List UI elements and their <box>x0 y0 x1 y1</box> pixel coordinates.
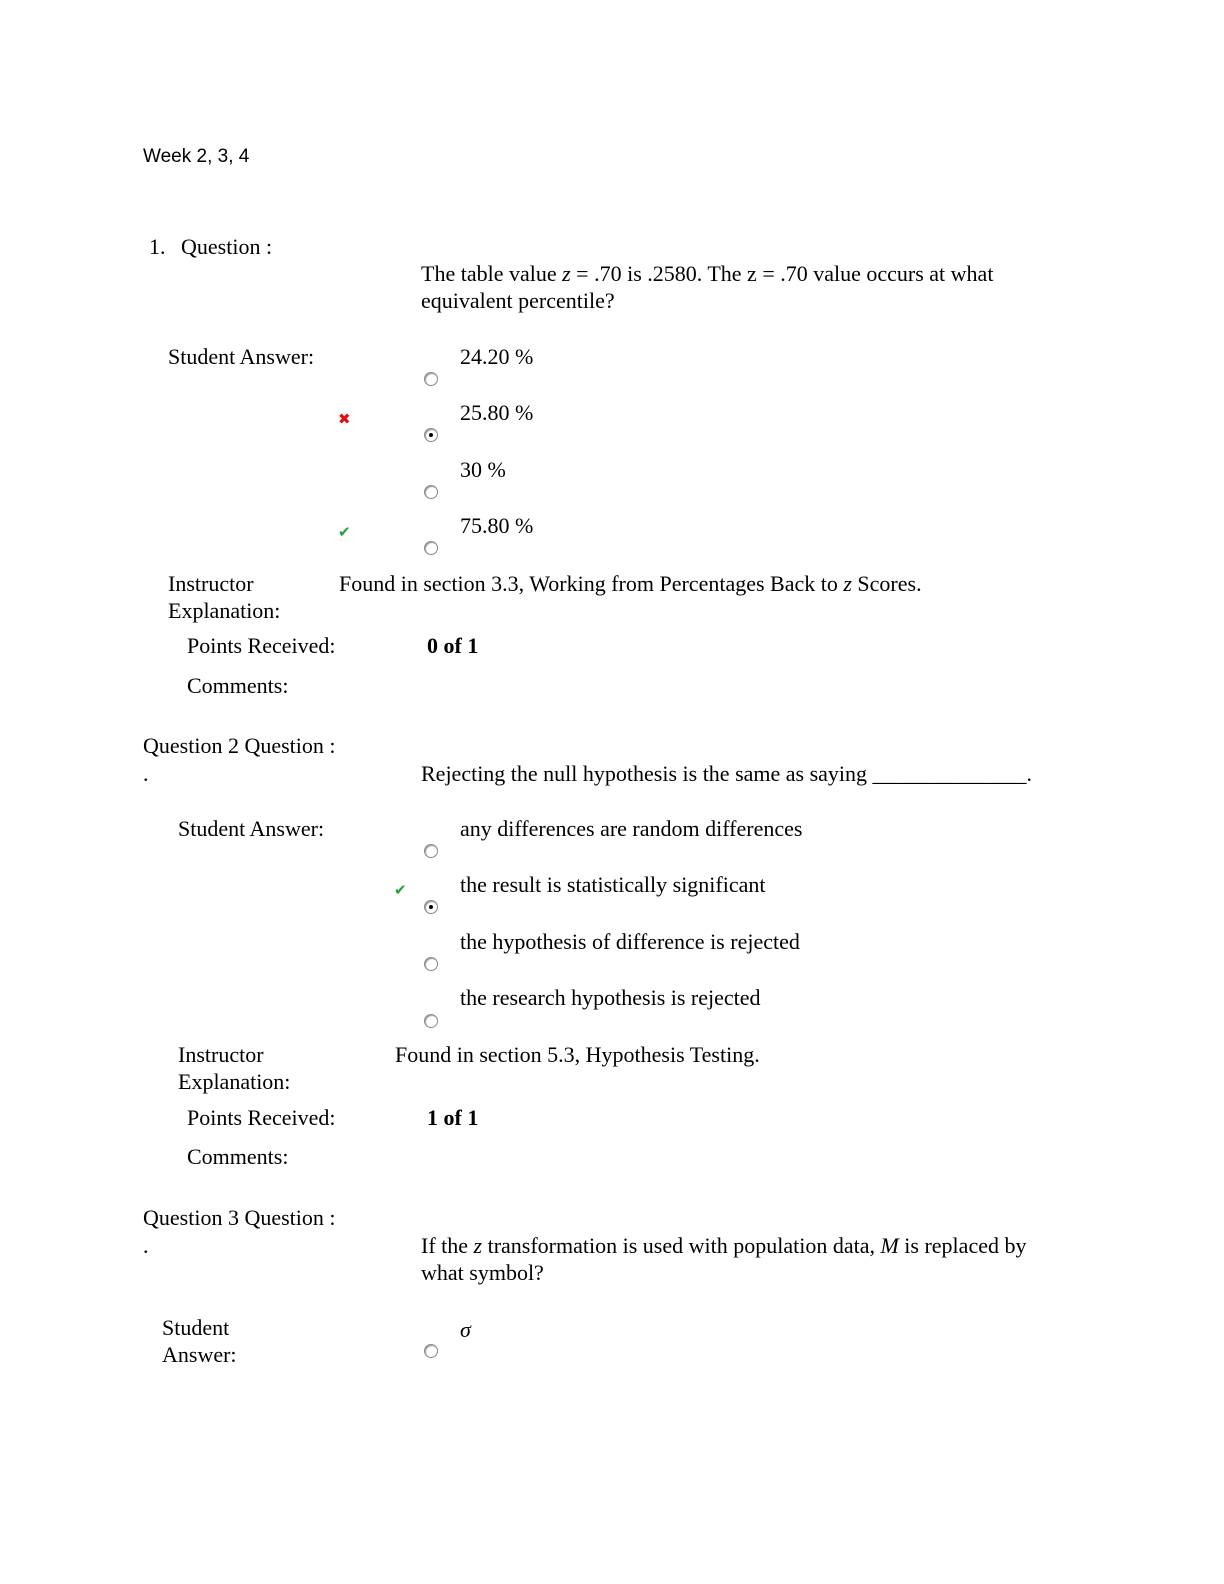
q1-question-text: The table value z = .70 is .2580. The z = .70 value occurs at what equivalent percentile? <box>421 261 994 313</box>
q2-question-text: Rejecting the null hypothesis is the same as saying ______________. <box>421 761 1033 786</box>
q2-points-label: Points Received: <box>187 1105 336 1130</box>
q2-comments-label: Comments: <box>187 1144 289 1169</box>
q2-option-3-radio[interactable] <box>424 957 438 971</box>
q3-question-text: If the z transformation is used with population data, M is replaced by what symbol? <box>421 1233 1027 1285</box>
q2-points: 1 of 1 <box>427 1105 479 1130</box>
q1-label: Question : <box>181 234 273 259</box>
q1-explanation-label: Instructor Explanation: <box>168 571 281 623</box>
q2-option-2: the result is statistically significant <box>460 872 766 897</box>
q3-student-answer-label: Student Answer: <box>162 1315 237 1367</box>
q1-option-4-radio[interactable] <box>424 541 438 555</box>
q1-option-2: 25.80 % <box>460 400 534 425</box>
q2-student-answer-label: Student Answer: <box>178 816 325 841</box>
q2-option-1-radio[interactable] <box>424 844 438 858</box>
q1-option-3-radio[interactable] <box>424 485 438 499</box>
q1-option-3: 30 % <box>460 457 506 482</box>
q1-explanation: Found in section 3.3, Working from Percentages Back to z Scores. <box>339 571 922 596</box>
q2-explanation-label: Instructor Explanation: <box>178 1042 291 1094</box>
q1-option-1-radio[interactable] <box>424 372 438 386</box>
q2-dot: . <box>143 761 149 786</box>
check-mark-icon: ✔ <box>338 523 351 541</box>
q3-label: Question 3 Question : <box>143 1205 336 1230</box>
q2-option-1: any differences are random differences <box>460 816 803 841</box>
q2-option-4: the research hypothesis is rejected <box>460 985 761 1010</box>
page-header: Week 2, 3, 4 <box>143 146 250 167</box>
q3-option-1-radio[interactable] <box>424 1344 438 1358</box>
check-mark-icon: ✔ <box>394 881 407 899</box>
q2-option-2-radio[interactable] <box>424 900 438 914</box>
q2-label: Question 2 Question : <box>143 733 336 758</box>
q1-points: 0 of 1 <box>427 633 479 658</box>
q2-option-4-radio[interactable] <box>424 1014 438 1028</box>
q1-points-label: Points Received: <box>187 633 336 658</box>
q1-option-2-radio[interactable] <box>424 428 438 442</box>
x-mark-icon: ✖ <box>338 410 351 428</box>
q2-option-3: the hypothesis of difference is rejected <box>460 929 800 954</box>
q1-comments-label: Comments: <box>187 673 289 698</box>
q1-number: 1. <box>149 234 166 259</box>
q1-student-answer-label: Student Answer: <box>168 344 315 369</box>
q1-option-4: 75.80 % <box>460 513 534 538</box>
q2-explanation: Found in section 5.3, Hypothesis Testing. <box>395 1042 760 1067</box>
q1-option-1: 24.20 % <box>460 344 534 369</box>
q3-dot: . <box>143 1233 149 1258</box>
q3-option-1: σ <box>460 1317 471 1342</box>
